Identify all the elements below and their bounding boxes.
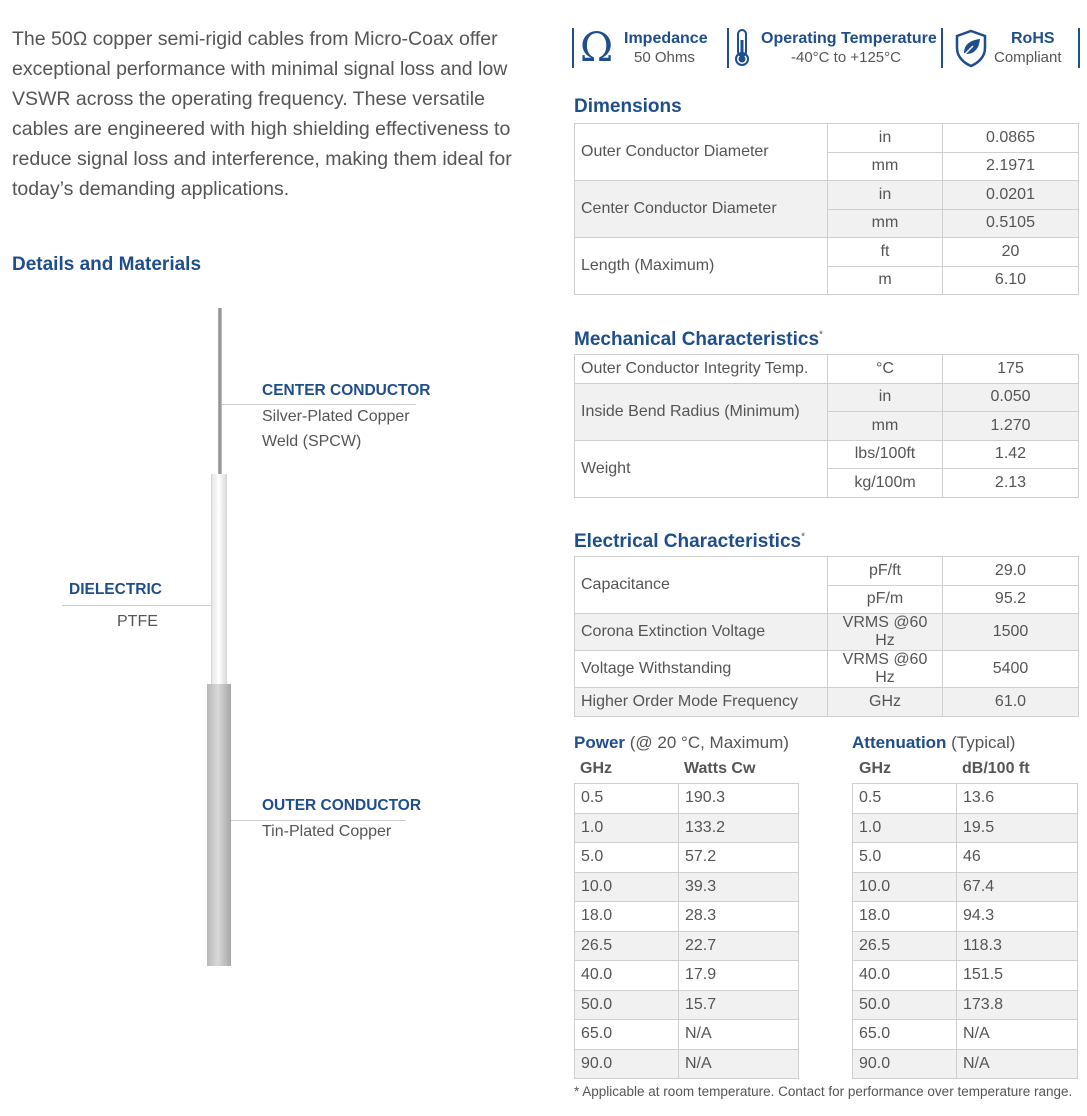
value-cell: 1.270 xyxy=(943,412,1079,441)
table-row xyxy=(853,843,1078,873)
value-cell: 29.0 xyxy=(943,557,1079,586)
ghz-cell: 65.0 xyxy=(853,1020,957,1050)
power-title xyxy=(574,733,789,753)
value-cell: 133.2 xyxy=(679,813,799,843)
center-conductor-title: CENTER CONDUCTOR xyxy=(262,382,431,399)
value-cell: 2.1971 xyxy=(943,152,1079,181)
ghz-cell: 1.0 xyxy=(853,813,957,843)
table-row xyxy=(853,1020,1078,1050)
value-cell: 17.9 xyxy=(679,961,799,991)
table-row xyxy=(853,931,1078,961)
table-row xyxy=(575,124,1079,153)
unit-cell: GHz xyxy=(828,688,943,717)
details-title: Details and Materials xyxy=(12,254,202,275)
separator xyxy=(572,28,574,68)
separator xyxy=(941,28,943,68)
table-row xyxy=(575,784,799,814)
value-cell: 39.3 xyxy=(679,872,799,902)
dielectric-title: DIELECTRIC xyxy=(69,581,162,598)
value-cell: 19.5 xyxy=(957,813,1078,843)
center-conductor-line2: Weld (SPCW) xyxy=(262,433,362,450)
unit-cell: mm xyxy=(828,209,943,238)
attenuation-col-ghz: GHz xyxy=(859,760,891,777)
impedance-spec xyxy=(572,25,727,71)
impedance-title: Impedance xyxy=(624,30,708,47)
outer-conductor-line1: Tin-Plated Copper xyxy=(262,823,392,840)
unit-cell: pF/ft xyxy=(828,557,943,586)
intro-paragraph: The 50Ω copper semi-rigid cables from Micro-Coax offer exceptional performance with minimal signal loss and low VSWR across the operating frequency. These versatile cables are engineered with high shielding effectiveness to reduce signal loss and interference, making them ideal for today’s demanding applications. xyxy=(12,28,512,200)
dielectric-layer xyxy=(211,474,227,685)
value-cell: N/A xyxy=(957,1049,1078,1079)
temperature-value: -40°C to +125°C xyxy=(791,49,901,66)
value-cell: 28.3 xyxy=(679,902,799,932)
unit-cell: in xyxy=(828,124,943,153)
value-cell: 15.7 xyxy=(679,990,799,1020)
value-cell: N/A xyxy=(679,1020,799,1050)
power-table xyxy=(574,783,799,1079)
ghz-cell: 1.0 xyxy=(575,813,679,843)
value-cell: 118.3 xyxy=(957,931,1078,961)
thermometer-icon xyxy=(732,28,752,73)
table-row xyxy=(575,931,799,961)
table-row xyxy=(575,355,1079,384)
value-cell: 190.3 xyxy=(679,784,799,814)
rohs-value: Compliant xyxy=(994,49,1062,66)
unit-cell: mm xyxy=(828,412,943,441)
value-cell: N/A xyxy=(957,1020,1078,1050)
table-row xyxy=(575,651,1079,688)
unit-cell: m xyxy=(828,266,943,295)
outer-conductor-title: OUTER CONDUCTOR xyxy=(262,797,422,814)
table-row xyxy=(575,813,799,843)
mechanical-footnote-mark: * xyxy=(819,329,823,341)
ghz-cell: 40.0 xyxy=(853,961,957,991)
row-label: Higher Order Mode Frequency xyxy=(575,688,828,717)
value-cell: 61.0 xyxy=(943,688,1079,717)
ghz-cell: 5.0 xyxy=(575,843,679,873)
value-cell: 173.8 xyxy=(957,990,1078,1020)
row-label: Capacitance xyxy=(575,557,828,614)
table-row xyxy=(575,843,799,873)
ghz-cell: 65.0 xyxy=(575,1020,679,1050)
value-cell: 0.0201 xyxy=(943,181,1079,210)
table-row xyxy=(575,688,1079,717)
table-row xyxy=(575,440,1079,469)
unit-cell: lbs/100ft xyxy=(828,440,943,469)
value-cell: N/A xyxy=(679,1049,799,1079)
ghz-cell: 10.0 xyxy=(853,872,957,902)
row-label: Center Conductor Diameter xyxy=(575,181,828,238)
table-row xyxy=(575,614,1079,651)
table-row xyxy=(575,1020,799,1050)
table-row xyxy=(853,1049,1078,1079)
value-cell: 151.5 xyxy=(957,961,1078,991)
table-row xyxy=(575,557,1079,586)
mechanical-table xyxy=(574,354,1079,498)
value-cell: 6.10 xyxy=(943,266,1079,295)
ghz-cell: 50.0 xyxy=(575,990,679,1020)
ghz-cell: 50.0 xyxy=(853,990,957,1020)
value-cell: 20 xyxy=(943,238,1079,267)
unit-cell: kg/100m xyxy=(828,469,943,498)
rohs-title: RoHS xyxy=(1011,30,1055,47)
value-cell: 1500 xyxy=(943,614,1079,651)
dimensions-title: Dimensions xyxy=(574,96,682,117)
value-cell: 67.4 xyxy=(957,872,1078,902)
shield-leaf-icon xyxy=(951,28,991,73)
dielectric-line1: PTFE xyxy=(117,613,158,630)
center-conductor-line1: Silver-Plated Copper xyxy=(262,408,410,425)
separator xyxy=(727,28,729,68)
power-col-watts: Watts Cw xyxy=(684,760,756,777)
temperature-spec xyxy=(727,28,941,68)
value-cell: 0.0865 xyxy=(943,124,1079,153)
electrical-table xyxy=(574,556,1079,717)
separator xyxy=(1078,28,1080,68)
value-cell: 46 xyxy=(957,843,1078,873)
ghz-cell: 10.0 xyxy=(575,872,679,902)
value-cell: 0.5105 xyxy=(943,209,1079,238)
center-conductor-wire xyxy=(218,308,222,476)
value-cell: 57.2 xyxy=(679,843,799,873)
ghz-cell: 5.0 xyxy=(853,843,957,873)
value-cell: 0.050 xyxy=(943,383,1079,412)
ghz-cell: 26.5 xyxy=(575,931,679,961)
power-qualifier: (@ 20 °C, Maximum) xyxy=(629,733,789,752)
table-row xyxy=(853,961,1078,991)
electrical-title xyxy=(574,531,805,553)
power-col-ghz: GHz xyxy=(580,760,612,777)
unit-cell: pF/m xyxy=(828,585,943,614)
attenuation-col-db: dB/100 ft xyxy=(962,760,1030,777)
impedance-value: 50 Ohms xyxy=(634,49,695,66)
unit-cell: ft xyxy=(828,238,943,267)
table-row xyxy=(853,990,1078,1020)
row-label: Outer Conductor Integrity Temp. xyxy=(575,355,828,384)
table-row xyxy=(575,1049,799,1079)
dimensions-table xyxy=(574,123,1079,295)
attenuation-table xyxy=(852,783,1078,1079)
table-row xyxy=(575,238,1079,267)
row-label: Length (Maximum) xyxy=(575,238,828,295)
footnote: * Applicable at room temperature. Contact for performance over temperature range. xyxy=(574,1084,1073,1099)
value-cell: 22.7 xyxy=(679,931,799,961)
row-label: Voltage Withstanding xyxy=(575,651,828,688)
value-cell: 2.13 xyxy=(943,469,1079,498)
outer-conductor-layer xyxy=(207,684,231,966)
table-row xyxy=(853,902,1078,932)
ghz-cell: 18.0 xyxy=(853,902,957,932)
value-cell: 175 xyxy=(943,355,1079,384)
unit-cell: VRMS @60 Hz xyxy=(828,651,943,688)
unit-cell: °C xyxy=(828,355,943,384)
mechanical-title-text: Mechanical Characteristics xyxy=(574,329,820,350)
rohs-spec xyxy=(941,28,1080,68)
table-row xyxy=(575,961,799,991)
unit-cell: mm xyxy=(828,152,943,181)
electrical-title-text: Electrical Characteristics xyxy=(574,531,802,552)
unit-cell: in xyxy=(828,383,943,412)
power-title-text: Power xyxy=(574,733,626,752)
value-cell: 1.42 xyxy=(943,440,1079,469)
attenuation-title-text: Attenuation xyxy=(852,733,947,752)
table-row xyxy=(575,990,799,1020)
table-row xyxy=(575,872,799,902)
row-label: Inside Bend Radius (Minimum) xyxy=(575,383,828,440)
unit-cell: in xyxy=(828,181,943,210)
row-label: Weight xyxy=(575,440,828,497)
electrical-footnote-mark: * xyxy=(801,531,805,543)
attenuation-title xyxy=(852,733,1015,753)
table-row xyxy=(575,902,799,932)
row-label: Corona Extinction Voltage xyxy=(575,614,828,651)
ghz-cell: 26.5 xyxy=(853,931,957,961)
ghz-cell: 40.0 xyxy=(575,961,679,991)
row-label: Outer Conductor Diameter xyxy=(575,124,828,181)
ghz-cell: 90.0 xyxy=(853,1049,957,1079)
value-cell: 94.3 xyxy=(957,902,1078,932)
table-row xyxy=(853,784,1078,814)
unit-cell: VRMS @60 Hz xyxy=(828,614,943,651)
temperature-title: Operating Temperature xyxy=(761,30,937,47)
ghz-cell: 90.0 xyxy=(575,1049,679,1079)
table-row xyxy=(853,813,1078,843)
mechanical-title xyxy=(574,329,823,351)
value-cell: 5400 xyxy=(943,651,1079,688)
ghz-cell: 0.5 xyxy=(853,784,957,814)
attenuation-qualifier: (Typical) xyxy=(951,733,1016,752)
value-cell: 95.2 xyxy=(943,585,1079,614)
value-cell: 13.6 xyxy=(957,784,1078,814)
table-row xyxy=(575,181,1079,210)
table-row xyxy=(575,383,1079,412)
ghz-cell: 0.5 xyxy=(575,784,679,814)
table-row xyxy=(853,872,1078,902)
dielectric-leader-line xyxy=(62,605,211,606)
omega-icon: Ω xyxy=(580,25,614,71)
ghz-cell: 18.0 xyxy=(575,902,679,932)
